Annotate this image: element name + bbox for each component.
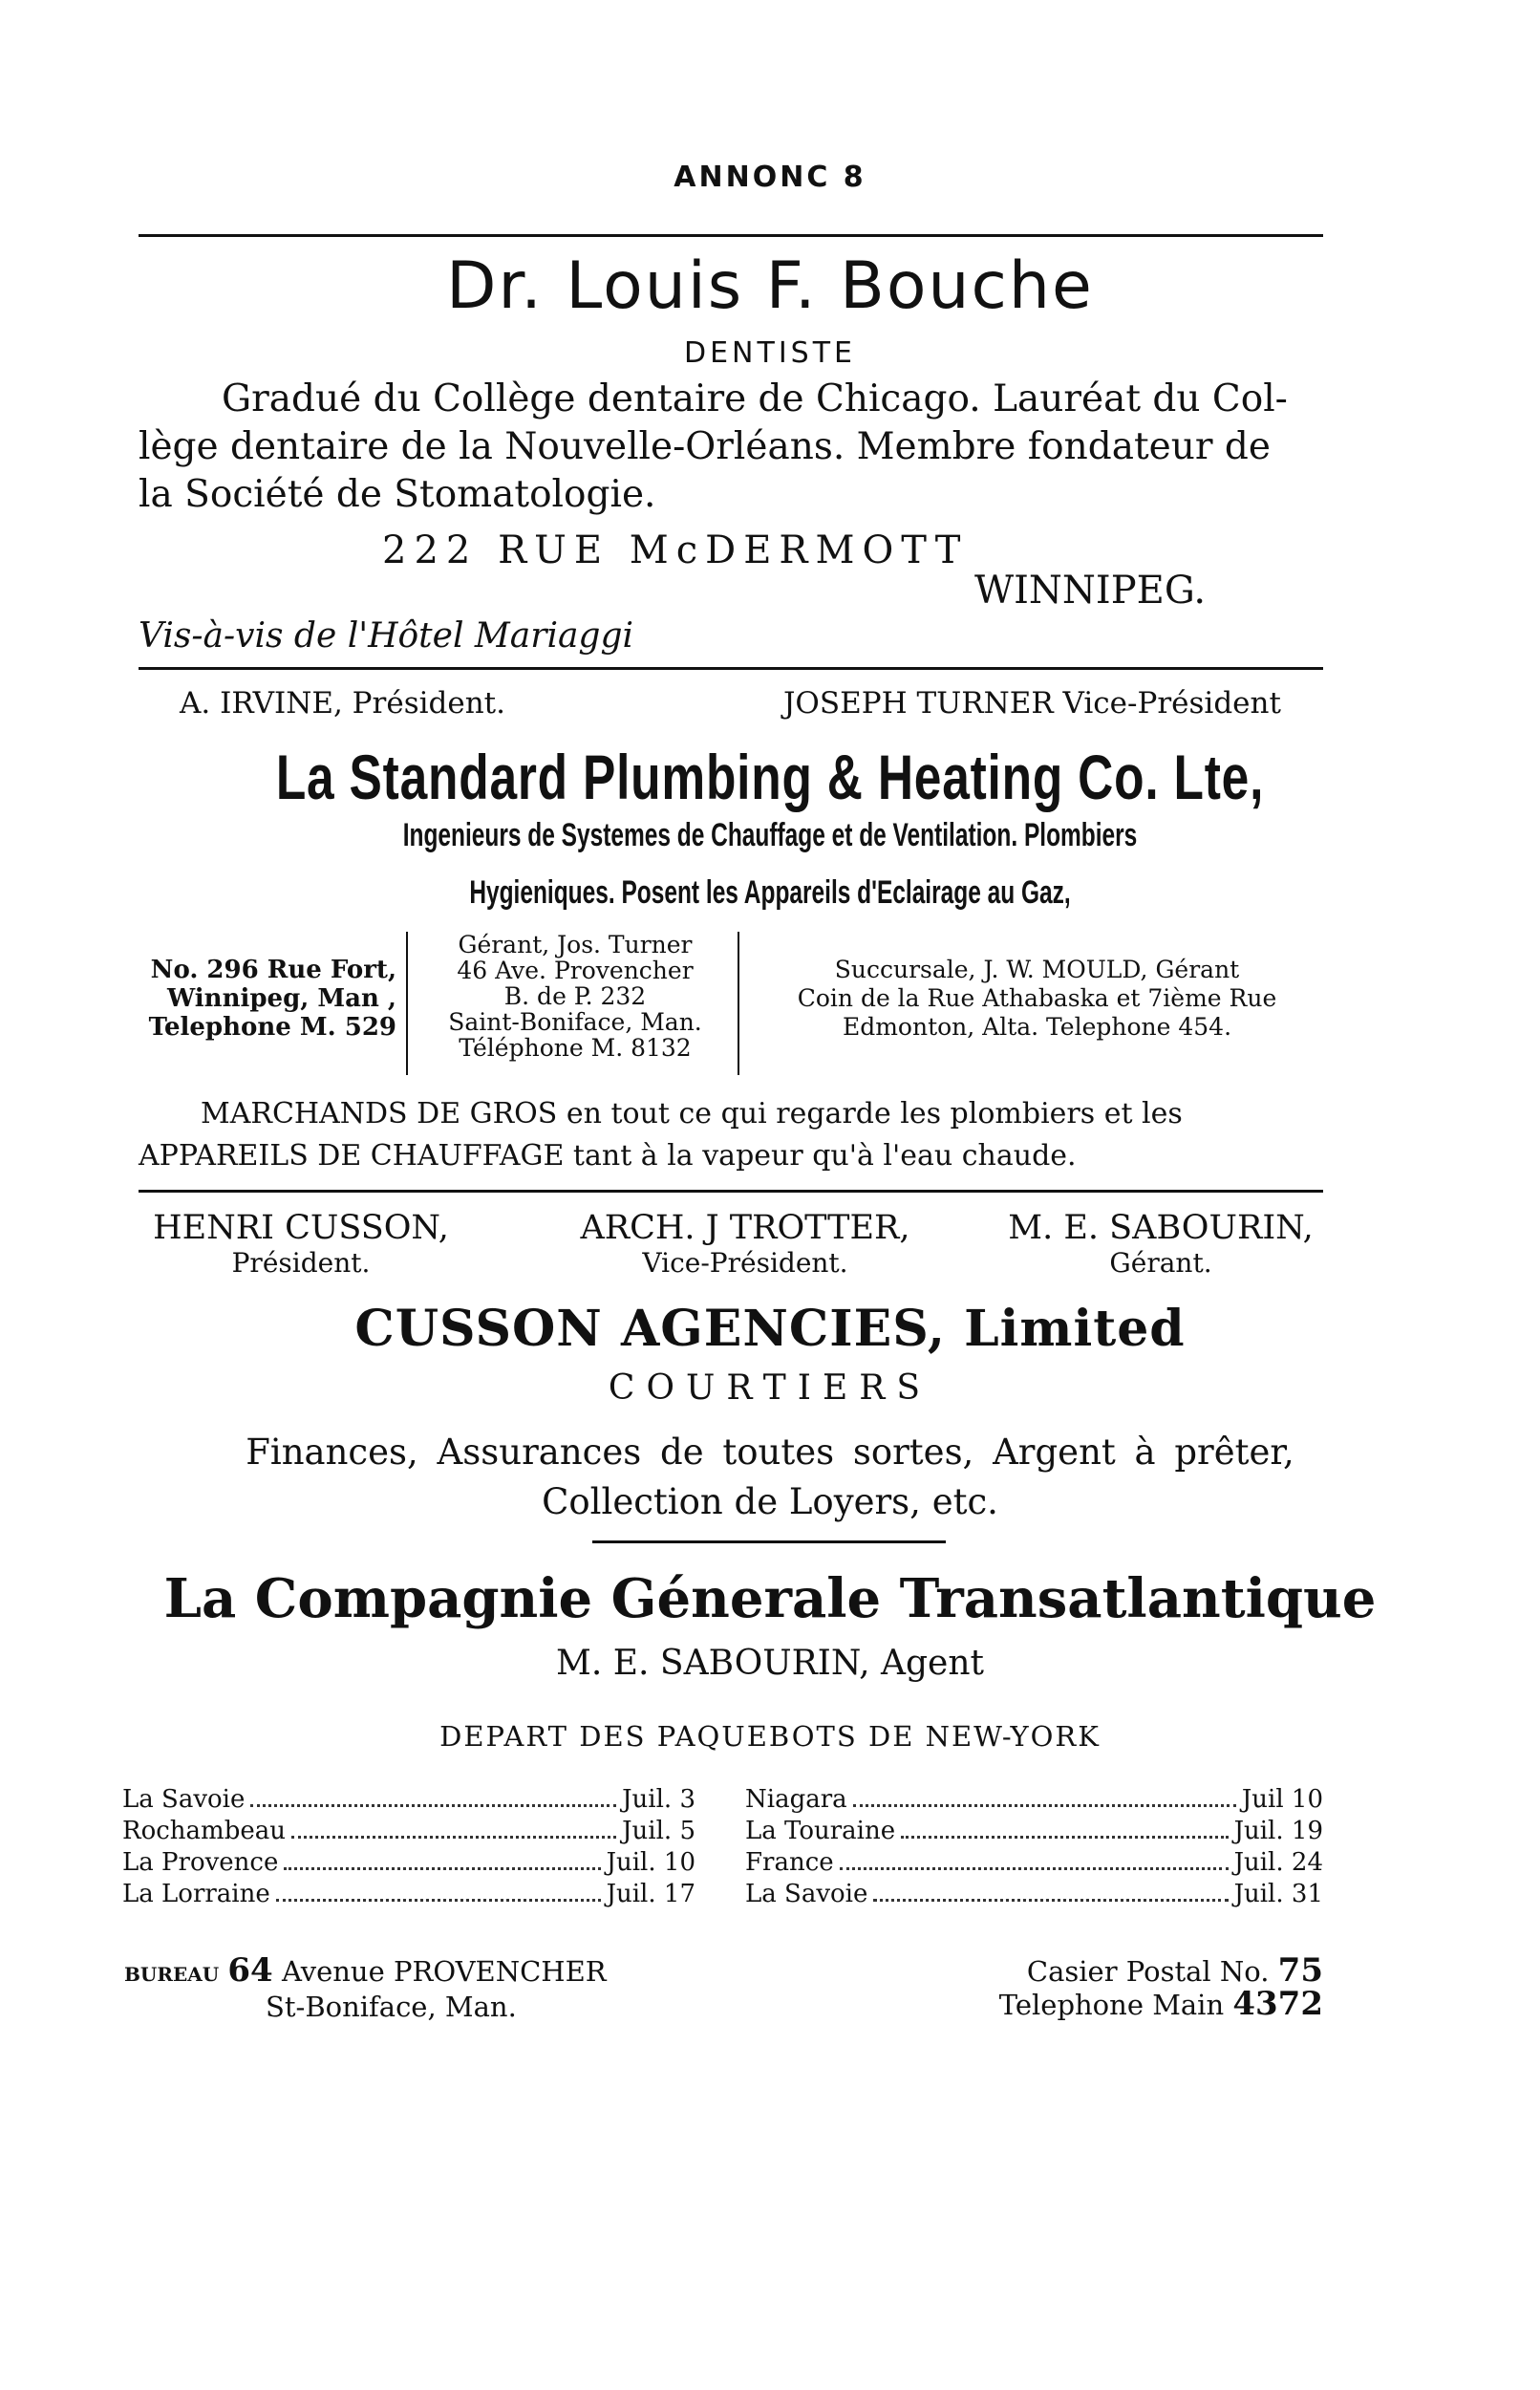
phone-number: 4372 bbox=[1232, 1985, 1323, 2023]
leader-dots bbox=[840, 1867, 1229, 1870]
plumbing-wholesale-line2: APPAREILS DE CHAUFFAGE tant à la vapeur qu'à l'eau chaude. bbox=[139, 1139, 1077, 1173]
departure-date: Juil. 31 bbox=[1233, 1880, 1323, 1908]
dentist-desc-line2: lège dentaire de la Nouvelle-Orléans. Membre fondateur de bbox=[139, 425, 1271, 468]
dentist-opposite: Vis-à-vis de l'Hôtel Mariaggi bbox=[139, 616, 634, 656]
leader-dots bbox=[901, 1836, 1228, 1839]
officer-name: M. E. SABOURIN, bbox=[1008, 1209, 1314, 1247]
plumbing-vice-president: JOSEPH TURNER Vice-Président bbox=[783, 686, 1281, 721]
dentist-name: Dr. Louis F. Bouche bbox=[446, 248, 1094, 324]
column-divider bbox=[738, 932, 739, 1075]
dentist-address: 222 RUE McDERMOTT bbox=[382, 528, 969, 572]
column-divider bbox=[406, 932, 408, 1075]
postal-label: Casier Postal No. bbox=[1026, 1955, 1270, 1988]
divider bbox=[139, 1190, 1323, 1193]
officer-role: Président. bbox=[231, 1247, 371, 1279]
plumbing-col1-line: No. 296 Rue Fort, bbox=[150, 956, 396, 984]
plumbing-wholesale-line1: MARCHANDS DE GROS en tout ce qui regarde les plombiers et les bbox=[201, 1097, 1183, 1130]
plumbing-president: A. IRVINE, Président. bbox=[180, 686, 505, 721]
transat-company: La Compagnie Génerale Transatlantique bbox=[163, 1567, 1377, 1630]
cusson-company: CUSSON AGENCIES, Limited bbox=[354, 1300, 1186, 1358]
plumbing-col2 bbox=[413, 932, 738, 1061]
officer-role: Gérant. bbox=[1109, 1247, 1212, 1279]
departure-date: Juil. 19 bbox=[1233, 1817, 1323, 1845]
leader-dots bbox=[291, 1836, 616, 1839]
departures-title: DEPART DES PAQUEBOTS DE NEW-YORK bbox=[439, 1720, 1101, 1753]
ship-name: La Savoie bbox=[745, 1880, 868, 1908]
ship-name: La Provence bbox=[122, 1848, 279, 1877]
postal-number: 75 bbox=[1277, 1951, 1323, 1990]
plumbing-col3-line: Coin de la Rue Athabaska et 7ième Rue bbox=[797, 984, 1277, 1012]
ship-name: La Lorraine bbox=[122, 1880, 270, 1908]
officer bbox=[535, 1209, 955, 1279]
dentist-desc-line1: Gradué du Collège dentaire de Chicago. Lauréat du Col- bbox=[222, 377, 1288, 420]
departure-row bbox=[745, 1785, 1323, 1817]
plumbing-col1-line: Winnipeg, Man , bbox=[167, 984, 396, 1013]
phone-label: Telephone Main bbox=[998, 1989, 1225, 2021]
ship-name: La Touraine bbox=[745, 1817, 896, 1845]
departure-row bbox=[122, 1785, 695, 1817]
plumbing-col3-line: Succursale, J. W. MOULD, Gérant bbox=[834, 956, 1240, 983]
officer-role: Vice-Président. bbox=[642, 1247, 848, 1279]
bureau-city: St-Boniface, Man. bbox=[266, 1991, 517, 2023]
bureau-street: Avenue PROVENCHER bbox=[281, 1955, 607, 1988]
leader-dots bbox=[284, 1867, 600, 1870]
plumbing-col1-line: Telephone M. 529 bbox=[148, 1013, 396, 1042]
divider bbox=[139, 234, 1323, 237]
ship-name: France bbox=[745, 1848, 834, 1877]
departure-row bbox=[745, 1817, 1323, 1848]
departure-date: Juil. 5 bbox=[622, 1817, 695, 1845]
plumbing-col2-line: Téléphone M. 8132 bbox=[459, 1034, 692, 1062]
officer-name: ARCH. J TROTTER, bbox=[580, 1209, 910, 1247]
departure-row bbox=[745, 1848, 1323, 1880]
cusson-desc-line2: Collection de Loyers, etc. bbox=[542, 1481, 998, 1522]
page-header: ANNONC 8 bbox=[674, 161, 866, 194]
departure-row bbox=[122, 1880, 695, 1911]
departure-row bbox=[122, 1848, 695, 1880]
plumbing-col3-line: Edmonton, Alta. Telephone 454. bbox=[842, 1013, 1232, 1041]
ship-name: Rochambeau bbox=[122, 1817, 286, 1845]
leader-dots bbox=[250, 1804, 616, 1807]
divider bbox=[139, 667, 1323, 670]
departure-date: Juil. 17 bbox=[606, 1880, 695, 1908]
departure-row bbox=[745, 1880, 1323, 1911]
departures-right bbox=[745, 1785, 1323, 1911]
plumbing-col2-line: Gérant, Jos. Turner bbox=[458, 931, 693, 958]
dentist-city: WINNIPEG. bbox=[974, 569, 1207, 613]
departures-left bbox=[122, 1785, 695, 1911]
departure-date: Juil. 3 bbox=[622, 1785, 695, 1814]
plumbing-desc-line1: Ingenieurs de Systemes de Chauffage et de Ventilation. Plombiers bbox=[402, 817, 1138, 853]
plumbing-desc-line2: Hygieniques. Posent les Appareils d'Eclairage au Gaz, bbox=[469, 874, 1071, 911]
departure-row bbox=[122, 1817, 695, 1848]
dentist-desc-line3: la Société de Stomatologie. bbox=[139, 473, 656, 516]
plumbing-col2-line: B. de P. 232 bbox=[503, 982, 647, 1010]
bureau-line bbox=[124, 1951, 607, 1991]
leader-dots bbox=[853, 1804, 1236, 1807]
bureau-block bbox=[124, 1951, 607, 2023]
postal-block bbox=[955, 1951, 1323, 2023]
leader-dots bbox=[276, 1899, 601, 1902]
officer bbox=[998, 1209, 1323, 1279]
phone-line bbox=[955, 1985, 1323, 2023]
departure-date: Juil 10 bbox=[1241, 1785, 1323, 1814]
cusson-subtitle: COURTIERS bbox=[608, 1368, 932, 1408]
plumbing-col2-line: 46 Ave. Provencher bbox=[457, 957, 694, 984]
departure-date: Juil. 10 bbox=[606, 1848, 695, 1877]
departure-date: Juil. 24 bbox=[1233, 1848, 1323, 1877]
bureau-number: 64 bbox=[227, 1951, 273, 1990]
officer-name: HENRI CUSSON, bbox=[153, 1209, 449, 1247]
short-divider bbox=[592, 1540, 946, 1543]
dentist-title: DENTISTE bbox=[684, 336, 856, 370]
ship-name: La Savoie bbox=[122, 1785, 246, 1814]
postal-line bbox=[955, 1951, 1323, 1990]
bureau-label: BUREAU bbox=[124, 1963, 220, 1986]
leader-dots bbox=[873, 1899, 1228, 1902]
plumbing-company: La Standard Plumbing & Heating Co. Lte, bbox=[275, 742, 1265, 812]
cusson-desc-line1: Finances, Assurances de toutes sortes, Argent à prêter, bbox=[246, 1432, 1294, 1473]
ship-name: Niagara bbox=[745, 1785, 847, 1814]
plumbing-col1 bbox=[139, 956, 396, 1042]
plumbing-col3 bbox=[743, 956, 1331, 1042]
officer bbox=[139, 1209, 463, 1279]
plumbing-col2-line: Saint-Boniface, Man. bbox=[448, 1008, 702, 1036]
transat-agent: M. E. SABOURIN, Agent bbox=[556, 1644, 984, 1683]
